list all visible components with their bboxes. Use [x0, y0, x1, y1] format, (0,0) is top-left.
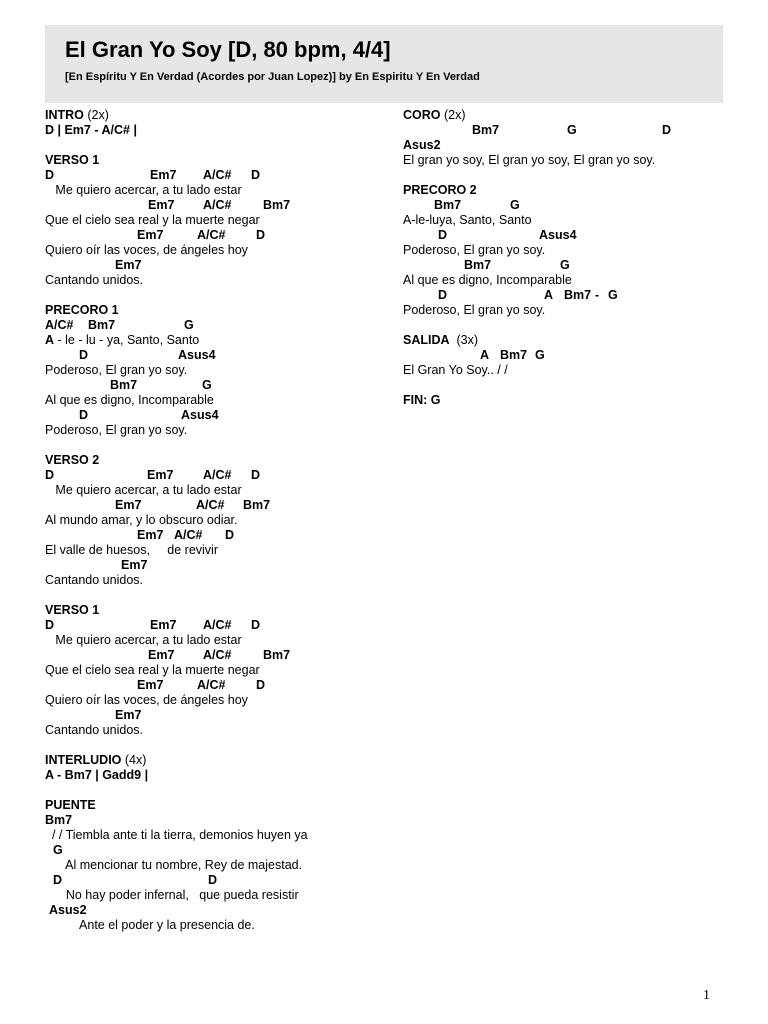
lyric-line — [45, 633, 395, 648]
chord-line — [45, 258, 395, 273]
song-section — [403, 183, 723, 318]
section-heading-label: CORO — [403, 108, 441, 122]
chord: Em7 — [147, 468, 174, 482]
chord: G — [510, 198, 520, 212]
chord: D — [79, 408, 89, 422]
chord: Em7 — [115, 708, 142, 722]
section-heading — [403, 333, 723, 348]
section-heading — [45, 603, 395, 618]
chord: D — [256, 228, 266, 242]
section-heading-label: INTERLUDIO — [45, 753, 122, 767]
chord: D — [251, 468, 261, 482]
chord-line — [403, 228, 723, 243]
lyric-line — [45, 858, 395, 873]
lyric-line — [403, 243, 723, 258]
chord: D — [438, 288, 448, 302]
lyric-text: A-le-luya, Santo, Santo — [403, 213, 532, 227]
song-title: El Gran Yo Soy [D, 80 bpm, 4/4] — [65, 37, 391, 62]
chord-progression-text: A - Bm7 | Gadd9 | — [45, 768, 149, 782]
chord-line — [403, 348, 723, 363]
section-heading-label: VERSO 1 — [45, 603, 100, 617]
chord-line — [45, 618, 395, 633]
lyric-text: Que el cielo sea real y la muerte negar — [45, 213, 260, 227]
section-heading — [403, 183, 723, 198]
chord: A/C# — [45, 318, 74, 332]
lyric-text: / / Tiembla ante ti la tierra, demonios huyen ya — [45, 828, 308, 842]
lyric-line — [45, 423, 395, 438]
chord-progression — [45, 123, 395, 138]
chord: Bm7 — [464, 258, 492, 272]
song-header — [45, 25, 723, 103]
chord: Em7 — [115, 498, 142, 512]
section-heading — [45, 153, 395, 168]
lyric-text: Poderoso, El gran yo soy. — [403, 243, 546, 257]
chord: G — [608, 288, 618, 302]
lyric-line — [45, 888, 395, 903]
chord-line — [45, 228, 395, 243]
chord: G — [560, 258, 570, 272]
chord-line — [45, 708, 395, 723]
chord: Em7 — [115, 258, 142, 272]
lyric-text: Poderoso, El gran yo soy. — [45, 363, 188, 377]
section-heading-label: VERSO 1 — [45, 153, 100, 167]
chord: Bm7 — [263, 198, 291, 212]
section-heading-label: FIN: G — [403, 393, 441, 407]
section-heading-label: SALIDA — [403, 333, 450, 347]
lyric-text: Me quiero acercar, a tu lado estar — [45, 633, 242, 647]
lyric-text: Quiero oír las voces, de ángeles hoy — [45, 693, 248, 707]
chord-line — [45, 168, 395, 183]
chord: A/C# — [197, 678, 226, 692]
chord: G — [202, 378, 212, 392]
lyric-line — [45, 243, 395, 258]
lyric-line — [403, 213, 723, 228]
chord: D — [45, 468, 55, 482]
song-section — [45, 453, 395, 588]
lyric-text: Al mencionar tu nombre, Rey de majestad. — [45, 858, 303, 872]
chord-line — [45, 378, 395, 393]
lyric-text: Poderoso, El gran yo soy. — [403, 303, 546, 317]
lyric-text: Cantando unidos. — [45, 273, 143, 287]
section-repeat-note: (4x) — [121, 753, 147, 767]
lyric-text: Al que es digno, Incomparable — [45, 393, 214, 407]
lyric-text: Me quiero acercar, a tu lado estar — [45, 183, 242, 197]
lyric-line — [45, 663, 395, 678]
song-subtitle: [En Espíritu Y En Verdad (Acordes por Juan Lopez)] by En Espiritu Y En Verdad — [65, 71, 480, 83]
chord: G — [535, 348, 545, 362]
chord: Em7 — [148, 648, 175, 662]
chord: Bm7 — [263, 648, 291, 662]
lyric-line — [45, 573, 395, 588]
lyric-text: Me quiero acercar, a tu lado estar — [45, 483, 242, 497]
lyric-text: No hay poder infernal, que pueda resistir — [45, 888, 299, 902]
lyric-line — [45, 918, 395, 933]
chord-line — [45, 813, 395, 828]
section-heading — [45, 453, 395, 468]
chord: Bm7 — [472, 123, 500, 137]
chord: A/C# — [203, 468, 232, 482]
chord-line — [45, 648, 395, 663]
chord: D — [225, 528, 235, 542]
chord: D — [45, 618, 55, 632]
section-heading — [403, 393, 723, 408]
chord: A — [480, 348, 490, 362]
lyric-line — [45, 363, 395, 378]
section-heading — [45, 798, 395, 813]
chord: Em7 — [148, 198, 175, 212]
chord: Bm7 — [45, 813, 73, 827]
lyric-line — [45, 723, 395, 738]
lyric-line — [45, 543, 395, 558]
lyric-line — [45, 183, 395, 198]
section-heading — [45, 753, 395, 768]
chord: - — [595, 288, 600, 302]
chord-line — [45, 678, 395, 693]
chord: Bm7 — [434, 198, 462, 212]
song-section — [403, 333, 723, 378]
lyric-text: Ante el poder y la presencia de. — [45, 918, 255, 932]
chord: D — [208, 873, 218, 887]
lyric-line — [45, 513, 395, 528]
lyric-text: Poderoso, El gran yo soy. — [45, 423, 188, 437]
lyric-line — [45, 273, 395, 288]
lyric-line — [45, 333, 395, 348]
chord: Em7 — [121, 558, 148, 572]
chord: A/C# — [196, 498, 225, 512]
chord: G — [184, 318, 194, 332]
chord: Asus2 — [403, 138, 441, 152]
section-heading — [45, 108, 395, 123]
chord-line — [45, 348, 395, 363]
chord-progression — [45, 768, 395, 783]
chord: A/C# — [197, 228, 226, 242]
left-column — [45, 108, 395, 948]
chord: G — [567, 123, 577, 137]
chord-line — [403, 258, 723, 273]
chord-line — [45, 903, 395, 918]
lyric-line — [45, 483, 395, 498]
chord: A/C# — [203, 648, 232, 662]
chord-progression-text: D | Em7 - A/C# | — [45, 123, 137, 137]
lyric-text: Al mundo amar, y lo obscuro odiar. — [45, 513, 238, 527]
lyric-line — [403, 153, 723, 168]
chord: D — [662, 123, 672, 137]
lyric-line — [403, 303, 723, 318]
section-heading-label: VERSO 2 — [45, 453, 100, 467]
chord: A/C# — [203, 198, 232, 212]
section-heading-label: INTRO — [45, 108, 84, 122]
chord: Bm7 — [88, 318, 116, 332]
song-section — [45, 603, 395, 738]
chord: Asus4 — [181, 408, 219, 422]
chord: D — [438, 228, 448, 242]
song-section — [45, 753, 395, 783]
lyric-lead-chord: A — [45, 333, 55, 347]
chord: A — [544, 288, 554, 302]
lyric-line — [45, 828, 395, 843]
chord-line — [403, 198, 723, 213]
song-section — [45, 798, 395, 933]
chord: G — [53, 843, 63, 857]
lyric-line — [403, 273, 723, 288]
chord-line — [45, 198, 395, 213]
chord: Em7 — [150, 168, 177, 182]
chord: D — [251, 168, 261, 182]
song-section — [403, 108, 723, 168]
chord: D — [256, 678, 266, 692]
chord-line — [403, 123, 723, 138]
lyric-text: Que el cielo sea real y la muerte negar — [45, 663, 260, 677]
song-section — [45, 153, 395, 288]
chord-line — [45, 468, 395, 483]
chord: D — [53, 873, 63, 887]
section-heading-label: PUENTE — [45, 798, 96, 812]
chord: Em7 — [137, 678, 164, 692]
chord: A/C# — [203, 618, 232, 632]
chord: D — [79, 348, 89, 362]
right-column — [403, 108, 723, 423]
section-heading-label: PRECORO 2 — [403, 183, 477, 197]
chord-line — [403, 138, 723, 153]
chord: Bm7 — [243, 498, 271, 512]
chord: D — [251, 618, 261, 632]
chord: Em7 — [150, 618, 177, 632]
lyric-text: Quiero oír las voces, de ángeles hoy — [45, 243, 248, 257]
section-heading — [45, 303, 395, 318]
chord: Bm7 — [564, 288, 592, 302]
chord-line — [45, 408, 395, 423]
chord: Bm7 — [110, 378, 138, 392]
song-section — [45, 303, 395, 438]
chord-line — [45, 498, 395, 513]
chord-line — [403, 288, 723, 303]
chord: Asus4 — [178, 348, 216, 362]
song-section — [403, 393, 723, 408]
chord: Em7 — [137, 228, 164, 242]
page-number: 1 — [703, 988, 710, 1003]
chord: D — [45, 168, 55, 182]
lyric-line — [45, 393, 395, 408]
chord-line — [45, 318, 395, 333]
lyric-text: El Gran Yo Soy.. / / — [403, 363, 508, 377]
chord: Asus2 — [49, 903, 87, 917]
lyric-text: Cantando unidos. — [45, 573, 143, 587]
chord: Asus4 — [539, 228, 577, 242]
lyric-text: Cantando unidos. — [45, 723, 143, 737]
section-repeat-note: (3x) — [449, 333, 479, 347]
song-section — [45, 108, 395, 138]
lyric-text: - le - lu - ya, Santo, Santo — [54, 333, 200, 347]
chord: Bm7 — [500, 348, 528, 362]
section-heading — [403, 108, 723, 123]
chord-line — [45, 843, 395, 858]
section-repeat-note: (2x) — [83, 108, 109, 122]
chord: Em7 — [137, 528, 164, 542]
section-heading-label: PRECORO 1 — [45, 303, 119, 317]
chord-line — [45, 558, 395, 573]
lyric-text: El gran yo soy, El gran yo soy, El gran yo soy. — [403, 153, 656, 167]
chord: A/C# — [174, 528, 203, 542]
chord-line — [45, 873, 395, 888]
chord: A/C# — [203, 168, 232, 182]
lyric-text: Al que es digno, Incomparable — [403, 273, 572, 287]
chord-line — [45, 528, 395, 543]
section-repeat-note: (2x) — [440, 108, 466, 122]
lyric-text: El valle de huesos, de revivir — [45, 543, 218, 557]
lyric-line — [403, 363, 723, 378]
lyric-line — [45, 693, 395, 708]
lyric-line — [45, 213, 395, 228]
